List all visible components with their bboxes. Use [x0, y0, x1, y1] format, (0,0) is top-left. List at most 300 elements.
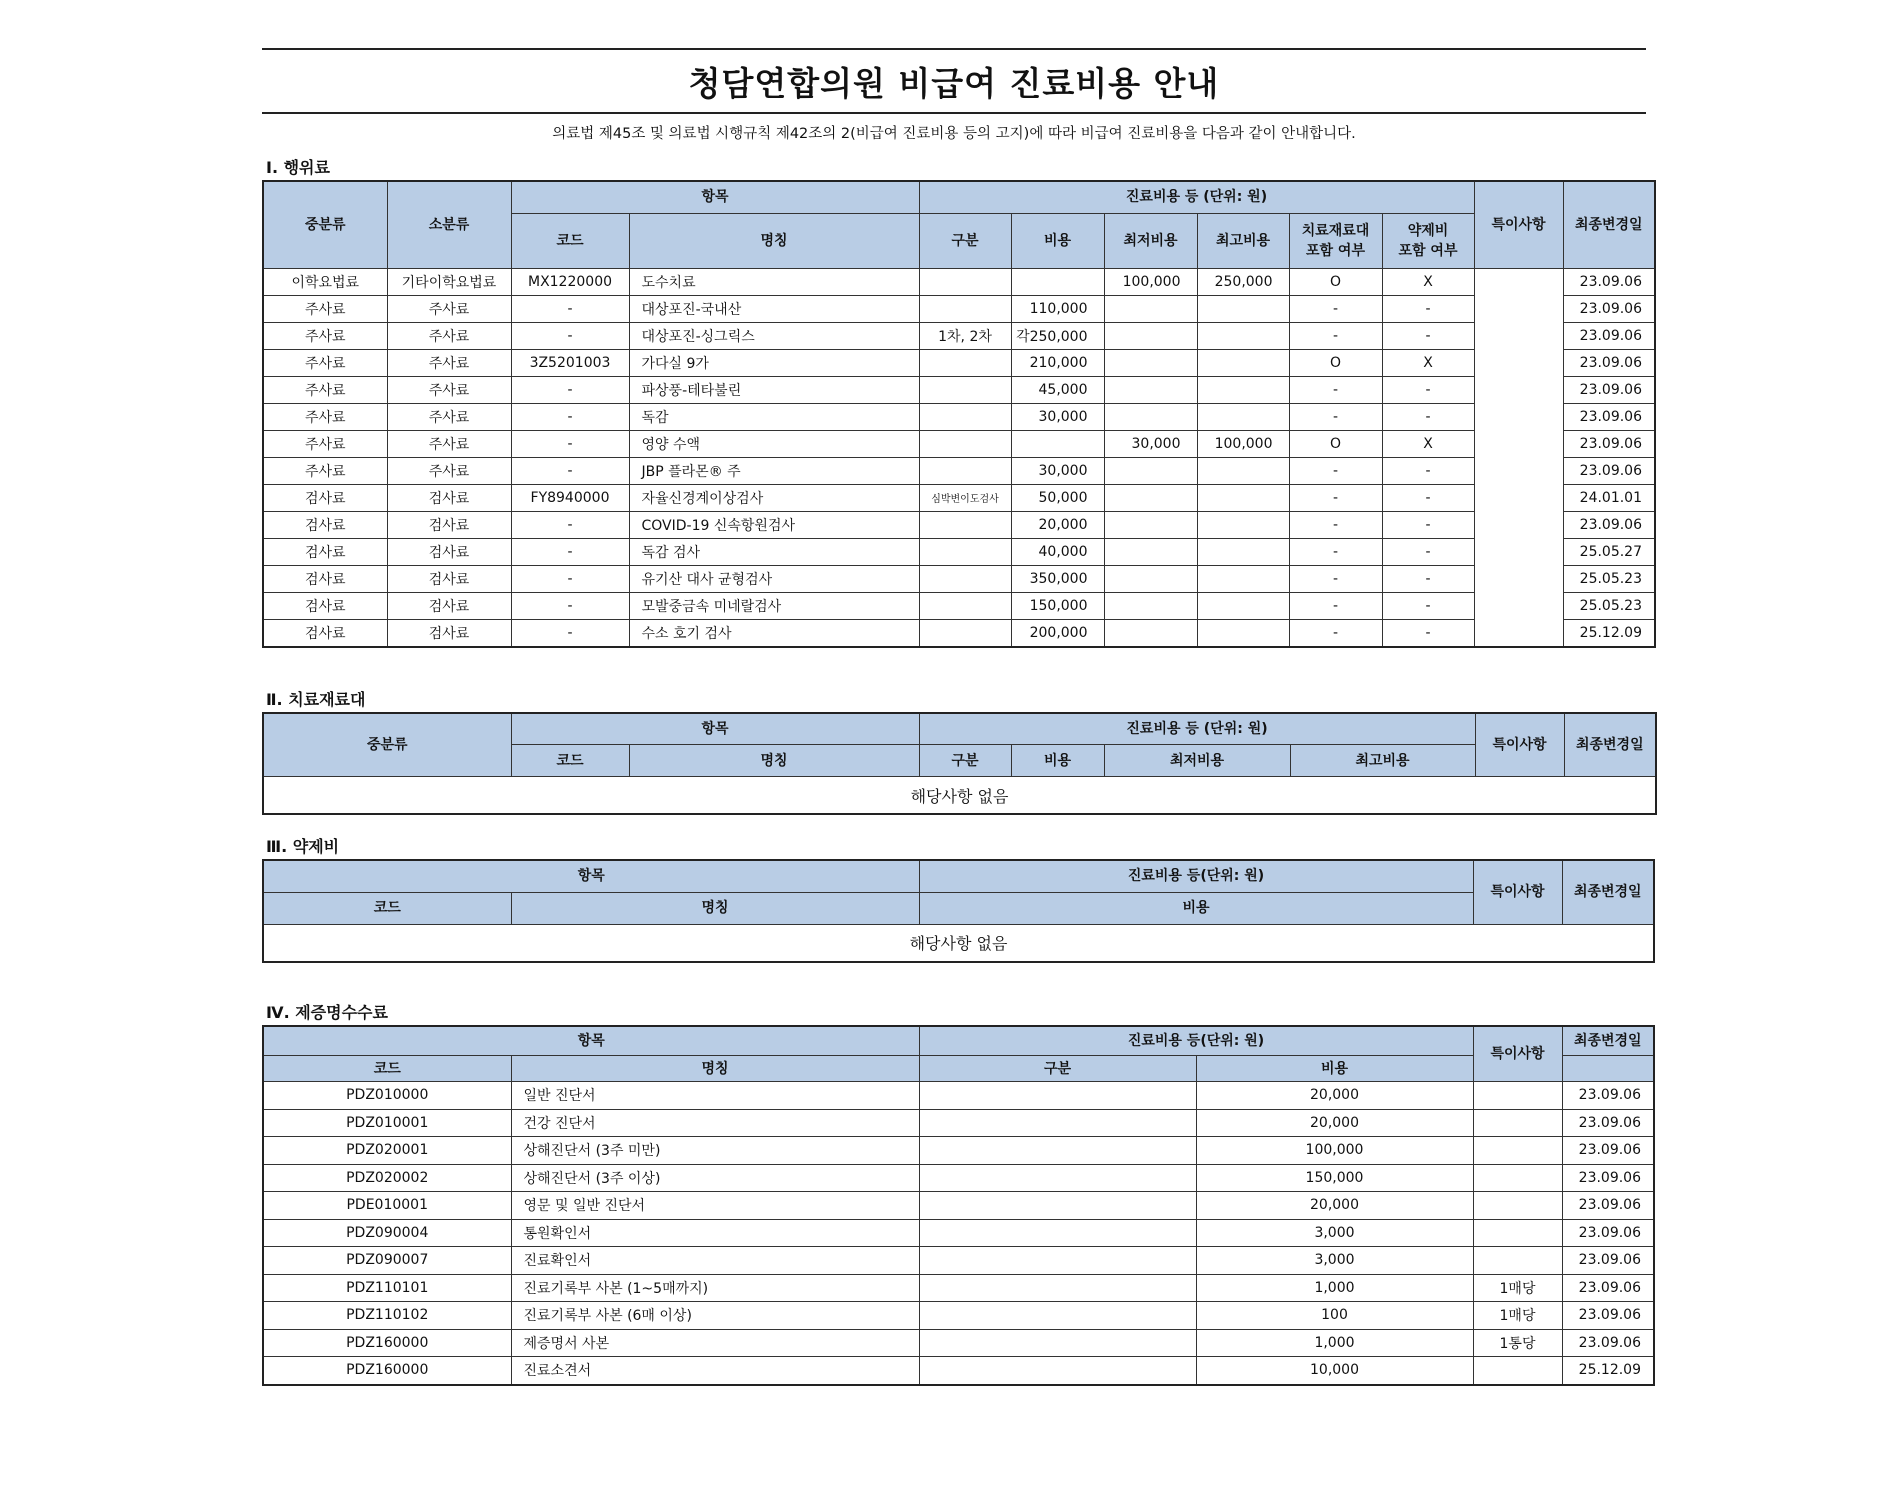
table-row	[263, 511, 1655, 538]
cell-special	[1473, 1164, 1562, 1192]
cell-mid-category: 주사료	[263, 403, 387, 430]
cell-special	[1473, 1137, 1562, 1165]
cell-last-changed: 23.09.06	[1562, 1109, 1654, 1137]
cell-name: 상해진단서 (3주 미만)	[511, 1137, 919, 1165]
section-2-title: Ⅱ. 치료재료대	[266, 689, 366, 709]
cell-code: -	[511, 457, 629, 484]
cell-code: -	[511, 322, 629, 349]
cell-sub-category: 주사료	[387, 457, 511, 484]
cell-drug-included: -	[1382, 295, 1474, 322]
cell-code: PDZ110102	[263, 1302, 511, 1330]
cell-price: 1,000	[1196, 1329, 1473, 1357]
cell-max-price	[1197, 403, 1289, 430]
header-drug-included: 약제비 포함 여부	[1382, 213, 1474, 268]
section-1-title: Ⅰ. 행위료	[266, 158, 330, 177]
cell-min-price	[1104, 376, 1197, 403]
cell-name: 진료기록부 사본 (1~5매까지)	[511, 1274, 919, 1302]
table-row	[263, 295, 1655, 322]
cell-price: 350,000	[1011, 565, 1104, 592]
table-row	[263, 1247, 1654, 1275]
cell-code: PDZ160000	[263, 1357, 511, 1385]
cell-max-price	[1197, 295, 1289, 322]
header-mid-category: 중분류	[263, 181, 387, 268]
cell-sub-category: 주사료	[387, 430, 511, 457]
cell-last-changed: 25.05.27	[1563, 538, 1655, 565]
cell-code: -	[511, 403, 629, 430]
cell-mid-category: 검사료	[263, 511, 387, 538]
cell-material-included: -	[1289, 538, 1382, 565]
cell-type	[919, 457, 1011, 484]
cell-drug-included: -	[1382, 484, 1474, 511]
cell-code: PDZ090004	[263, 1219, 511, 1247]
cell-code: -	[511, 295, 629, 322]
cell-code: PDE010001	[263, 1192, 511, 1220]
table-row	[263, 619, 1655, 647]
cell-name: 통원확인서	[511, 1219, 919, 1247]
cell-min-price	[1104, 403, 1197, 430]
cell-last-changed: 23.09.06	[1562, 1082, 1654, 1110]
header-last-changed: 최종변경일	[1563, 181, 1655, 268]
cell-last-changed: 23.09.06	[1563, 403, 1655, 430]
cell-drug-included: X	[1382, 349, 1474, 376]
cell-price	[1011, 268, 1104, 295]
cell-type: 심박변이도검사	[919, 484, 1011, 511]
cell-drug-included: X	[1382, 430, 1474, 457]
header-item: 항목	[263, 860, 919, 892]
cell-max-price	[1197, 511, 1289, 538]
cell-code: -	[511, 511, 629, 538]
cell-special	[1473, 1247, 1562, 1275]
header-code: 코드	[511, 213, 629, 268]
table-row	[263, 1329, 1654, 1357]
cell-last-changed: 23.09.06	[1563, 349, 1655, 376]
cell-type	[919, 1082, 1196, 1110]
table-row	[263, 1274, 1654, 1302]
cell-code: PDZ160000	[263, 1329, 511, 1357]
header-special: 특이사항	[1475, 713, 1564, 777]
table-row	[263, 322, 1655, 349]
cell-name: 진료소견서	[511, 1357, 919, 1385]
cell-price: 110,000	[1011, 295, 1104, 322]
cell-code: -	[511, 376, 629, 403]
cell-material-included: -	[1289, 619, 1382, 647]
cell-last-changed: 23.09.06	[1562, 1247, 1654, 1275]
cell-last-changed: 23.09.06	[1563, 295, 1655, 322]
cell-mid-category: 주사료	[263, 376, 387, 403]
cell-material-included: O	[1289, 349, 1382, 376]
cell-type	[919, 1192, 1196, 1220]
cell-code: MX1220000	[511, 268, 629, 295]
cell-drug-included: -	[1382, 511, 1474, 538]
cell-max-price: 100,000	[1197, 430, 1289, 457]
cell-name: 상해진단서 (3주 이상)	[511, 1164, 919, 1192]
table-row	[263, 1164, 1654, 1192]
cell-name: 도수치료	[629, 268, 919, 295]
cell-name: 수소 호기 검사	[629, 619, 919, 647]
cell-name: 건강 진단서	[511, 1109, 919, 1137]
cell-drug-included: -	[1382, 619, 1474, 647]
no-items-text: 해당사항 없음	[263, 777, 1656, 815]
cell-max-price	[1197, 484, 1289, 511]
header-material-included: 치료재료대 포함 여부	[1289, 213, 1382, 268]
header-last-changed: 최종변경일	[1562, 1026, 1654, 1056]
cell-mid-category: 검사료	[263, 484, 387, 511]
cell-last-changed: 25.12.09	[1563, 619, 1655, 647]
cell-material-included: -	[1289, 403, 1382, 430]
cell-mid-category: 주사료	[263, 322, 387, 349]
fee-table-certificates	[262, 1025, 1655, 1386]
header-price: 비용	[1196, 1056, 1473, 1082]
cell-sub-category: 검사료	[387, 592, 511, 619]
cell-drug-included: -	[1382, 592, 1474, 619]
cell-price: 100	[1196, 1302, 1473, 1330]
cell-name: 제증명서 사본	[511, 1329, 919, 1357]
cell-type	[919, 403, 1011, 430]
cell-special	[1473, 1357, 1562, 1385]
table-row	[263, 430, 1655, 457]
cell-type	[919, 1164, 1196, 1192]
cell-type	[919, 538, 1011, 565]
table-row	[263, 457, 1655, 484]
cell-price: 210,000	[1011, 349, 1104, 376]
table-row	[263, 1357, 1654, 1385]
cell-type	[919, 349, 1011, 376]
cell-name: 대상포진-싱그릭스	[629, 322, 919, 349]
cell-drug-included: -	[1382, 376, 1474, 403]
cell-special: 1매당	[1473, 1302, 1562, 1330]
cell-special	[1473, 1219, 1562, 1247]
cell-material-included: O	[1289, 268, 1382, 295]
table-row	[263, 484, 1655, 511]
cell-type	[919, 376, 1011, 403]
cell-min-price	[1104, 457, 1197, 484]
cell-special	[1473, 1109, 1562, 1137]
cell-code: PDZ010001	[263, 1109, 511, 1137]
cell-price: 1,000	[1196, 1274, 1473, 1302]
header-last-changed-blank	[1562, 1056, 1654, 1082]
cell-special: 1통당	[1473, 1329, 1562, 1357]
cell-drug-included: X	[1382, 268, 1474, 295]
cell-sub-category: 검사료	[387, 511, 511, 538]
cell-sub-category: 주사료	[387, 403, 511, 430]
cell-mid-category: 검사료	[263, 565, 387, 592]
cell-special-merged	[1474, 268, 1563, 647]
cell-name: 모발중금속 미네랄검사	[629, 592, 919, 619]
cell-last-changed: 23.09.06	[1563, 457, 1655, 484]
table-row	[263, 1109, 1654, 1137]
cell-drug-included: -	[1382, 457, 1474, 484]
cell-material-included: -	[1289, 565, 1382, 592]
cell-last-changed: 23.09.06	[1563, 268, 1655, 295]
page-title: 청담연합의원 비급여 진료비용 안내	[688, 63, 1220, 103]
cell-code: PDZ110101	[263, 1274, 511, 1302]
cell-type	[919, 1274, 1196, 1302]
cell-last-changed: 23.09.06	[1562, 1137, 1654, 1165]
cell-price: 40,000	[1011, 538, 1104, 565]
cell-sub-category: 주사료	[387, 349, 511, 376]
header-special: 특이사항	[1473, 860, 1562, 924]
cell-material-included: -	[1289, 592, 1382, 619]
title-bar	[262, 48, 1646, 114]
table-row	[263, 538, 1655, 565]
cell-sub-category: 검사료	[387, 484, 511, 511]
header-item: 항목	[511, 713, 919, 745]
cell-min-price	[1104, 538, 1197, 565]
cell-max-price	[1197, 538, 1289, 565]
notice-page	[262, 48, 1646, 1386]
header-price: 비용	[1011, 745, 1104, 777]
cell-price: 200,000	[1011, 619, 1104, 647]
cell-last-changed: 23.09.06	[1563, 511, 1655, 538]
cell-price: 20,000	[1196, 1082, 1473, 1110]
cell-name: 진료기록부 사본 (6매 이상)	[511, 1302, 919, 1330]
cell-code: FY8940000	[511, 484, 629, 511]
cell-type	[919, 511, 1011, 538]
table-row	[263, 1219, 1654, 1247]
cell-max-price: 250,000	[1197, 268, 1289, 295]
cell-sub-category: 주사료	[387, 295, 511, 322]
cell-price	[1011, 430, 1104, 457]
cell-name: 파상풍-테타불린	[629, 376, 919, 403]
cell-max-price	[1197, 565, 1289, 592]
cell-name: 일반 진단서	[511, 1082, 919, 1110]
fee-table-procedures	[262, 180, 1656, 648]
cell-max-price	[1197, 322, 1289, 349]
cell-price: 100,000	[1196, 1137, 1473, 1165]
header-type: 구분	[919, 745, 1011, 777]
cell-name: 가다실 9가	[629, 349, 919, 376]
cell-type	[919, 430, 1011, 457]
cell-type	[919, 1329, 1196, 1357]
cell-max-price	[1197, 349, 1289, 376]
cell-mid-category: 주사료	[263, 349, 387, 376]
cell-max-price	[1197, 457, 1289, 484]
header-name: 명칭	[511, 892, 919, 924]
cell-mid-category: 주사료	[263, 430, 387, 457]
cell-max-price	[1197, 376, 1289, 403]
cell-material-included: -	[1289, 376, 1382, 403]
cell-type	[919, 1109, 1196, 1137]
cell-last-changed: 23.09.06	[1563, 322, 1655, 349]
cell-material-included: -	[1289, 322, 1382, 349]
fee-table-drugs	[262, 859, 1655, 963]
cell-special	[1473, 1192, 1562, 1220]
cell-max-price	[1197, 619, 1289, 647]
cell-name: COVID-19 신속항원검사	[629, 511, 919, 538]
cell-price: 30,000	[1011, 457, 1104, 484]
header-cost: 진료비용 등 (단위: 원)	[919, 181, 1474, 213]
cell-type	[919, 1247, 1196, 1275]
cell-name: 영문 및 일반 진단서	[511, 1192, 919, 1220]
cell-price: 45,000	[1011, 376, 1104, 403]
header-item: 항목	[511, 181, 919, 213]
section-3-title: Ⅲ. 약제비	[266, 837, 340, 856]
cell-price: 20,000	[1196, 1192, 1473, 1220]
cell-type	[919, 592, 1011, 619]
cell-code: PDZ090007	[263, 1247, 511, 1275]
cell-sub-category: 검사료	[387, 565, 511, 592]
header-min-price: 최저비용	[1104, 745, 1290, 777]
header-mid-category: 중분류	[263, 713, 511, 777]
cell-last-changed: 23.09.06	[1562, 1274, 1654, 1302]
cell-min-price: 100,000	[1104, 268, 1197, 295]
header-max-price: 최고비용	[1197, 213, 1289, 268]
cell-code: -	[511, 430, 629, 457]
cell-price: 20,000	[1011, 511, 1104, 538]
cell-code: -	[511, 619, 629, 647]
header-sub-category: 소분류	[387, 181, 511, 268]
cell-drug-included: -	[1382, 538, 1474, 565]
table-row	[263, 268, 1655, 295]
cell-drug-included: -	[1382, 403, 1474, 430]
header-type: 구분	[919, 213, 1011, 268]
header-cost: 진료비용 등 (단위: 원)	[919, 713, 1475, 745]
cell-min-price	[1104, 619, 1197, 647]
cell-type: 1차, 2차	[919, 322, 1011, 349]
cell-last-changed: 23.09.06	[1562, 1219, 1654, 1247]
cell-min-price	[1104, 565, 1197, 592]
cell-min-price	[1104, 322, 1197, 349]
page-subtitle: 의료법 제45조 및 의료법 시행규칙 제42조의 2(비급여 진료비용 등의 고지)에 따라 비급여 진료비용을 다음과 같이 안내합니다.	[552, 126, 1356, 142]
cell-code: PDZ010000	[263, 1082, 511, 1110]
cell-sub-category: 검사료	[387, 538, 511, 565]
cell-type	[919, 619, 1011, 647]
cell-last-changed: 23.09.06	[1563, 430, 1655, 457]
cell-name: 자율신경계이상검사	[629, 484, 919, 511]
cell-min-price	[1104, 349, 1197, 376]
cell-last-changed: 25.05.23	[1563, 565, 1655, 592]
fee-table-materials	[262, 712, 1657, 816]
cell-material-included: -	[1289, 457, 1382, 484]
cell-mid-category: 주사료	[263, 295, 387, 322]
header-code: 코드	[511, 745, 629, 777]
table-row	[263, 403, 1655, 430]
cell-min-price	[1104, 592, 1197, 619]
cell-price: 3,000	[1196, 1219, 1473, 1247]
header-price: 비용	[1011, 213, 1104, 268]
cell-name: 영양 수액	[629, 430, 919, 457]
cell-drug-included: -	[1382, 565, 1474, 592]
cell-last-changed: 23.09.06	[1563, 376, 1655, 403]
cell-price: 20,000	[1196, 1109, 1473, 1137]
cell-price: 150,000	[1196, 1164, 1473, 1192]
table-row	[263, 1082, 1654, 1110]
header-code: 코드	[263, 1056, 511, 1082]
cell-min-price	[1104, 484, 1197, 511]
cell-price: 3,000	[1196, 1247, 1473, 1275]
cell-type	[919, 1137, 1196, 1165]
table-row	[263, 592, 1655, 619]
cell-code: PDZ020002	[263, 1164, 511, 1192]
cell-name: JBP 플라몬® 주	[629, 457, 919, 484]
cell-last-changed: 24.01.01	[1563, 484, 1655, 511]
cell-code: -	[511, 565, 629, 592]
cell-sub-category: 주사료	[387, 376, 511, 403]
header-code: 코드	[263, 892, 511, 924]
cell-mid-category: 주사료	[263, 457, 387, 484]
cell-type	[919, 268, 1011, 295]
cell-code: -	[511, 538, 629, 565]
cell-last-changed: 23.09.06	[1562, 1329, 1654, 1357]
cell-last-changed: 23.09.06	[1562, 1302, 1654, 1330]
table-row	[263, 376, 1655, 403]
cell-min-price	[1104, 511, 1197, 538]
header-name: 명칭	[511, 1056, 919, 1082]
cell-name: 진료확인서	[511, 1247, 919, 1275]
header-type: 구분	[919, 1056, 1196, 1082]
cell-name: 독감 검사	[629, 538, 919, 565]
cell-name: 독감	[629, 403, 919, 430]
cell-price: 50,000	[1011, 484, 1104, 511]
cell-type	[919, 295, 1011, 322]
table-row	[263, 565, 1655, 592]
cell-sub-category: 기타이학요법료	[387, 268, 511, 295]
cell-type	[919, 1219, 1196, 1247]
cell-mid-category: 검사료	[263, 619, 387, 647]
cell-code: 3Z5201003	[511, 349, 629, 376]
header-max-price: 최고비용	[1290, 745, 1475, 777]
cell-last-changed: 25.05.23	[1563, 592, 1655, 619]
header-item: 항목	[263, 1026, 919, 1056]
cell-price: 150,000	[1011, 592, 1104, 619]
cell-price: 30,000	[1011, 403, 1104, 430]
header-name: 명칭	[629, 213, 919, 268]
cell-mid-category: 검사료	[263, 592, 387, 619]
cell-sub-category: 검사료	[387, 619, 511, 647]
no-items-text: 해당사항 없음	[263, 924, 1654, 962]
cell-last-changed: 23.09.06	[1562, 1164, 1654, 1192]
cell-min-price	[1104, 295, 1197, 322]
cell-type	[919, 1302, 1196, 1330]
cell-max-price	[1197, 592, 1289, 619]
cell-name: 대상포진-국내산	[629, 295, 919, 322]
header-cost: 진료비용 등(단위: 원)	[919, 860, 1473, 892]
cell-mid-category: 검사료	[263, 538, 387, 565]
cell-material-included: -	[1289, 511, 1382, 538]
cell-price: 10,000	[1196, 1357, 1473, 1385]
cell-special	[1473, 1082, 1562, 1110]
cell-name: 유기산 대사 균형검사	[629, 565, 919, 592]
cell-type	[919, 1357, 1196, 1385]
table-row	[263, 349, 1655, 376]
table-row	[263, 1302, 1654, 1330]
cell-mid-category: 이학요법료	[263, 268, 387, 295]
header-price: 비용	[919, 892, 1473, 924]
cell-material-included: O	[1289, 430, 1382, 457]
header-special: 특이사항	[1473, 1026, 1562, 1082]
header-cost: 진료비용 등(단위: 원)	[919, 1026, 1473, 1056]
cell-code: -	[511, 592, 629, 619]
table-row	[263, 1137, 1654, 1165]
cell-drug-included: -	[1382, 322, 1474, 349]
cell-last-changed: 25.12.09	[1562, 1357, 1654, 1385]
cell-min-price: 30,000	[1104, 430, 1197, 457]
table-row	[263, 1192, 1654, 1220]
cell-last-changed: 23.09.06	[1562, 1192, 1654, 1220]
cell-material-included: -	[1289, 484, 1382, 511]
cell-special: 1매당	[1473, 1274, 1562, 1302]
header-special: 특이사항	[1474, 181, 1563, 268]
cell-material-included: -	[1289, 295, 1382, 322]
header-last-changed: 최종변경일	[1564, 713, 1656, 777]
cell-sub-category: 주사료	[387, 322, 511, 349]
section-4-title: Ⅳ. 제증명수수료	[266, 1002, 388, 1022]
header-last-changed: 최종변경일	[1562, 860, 1654, 924]
cell-type	[919, 565, 1011, 592]
cell-price: 각250,000	[1011, 322, 1104, 349]
cell-code: PDZ020001	[263, 1137, 511, 1165]
header-name: 명칭	[629, 745, 919, 777]
